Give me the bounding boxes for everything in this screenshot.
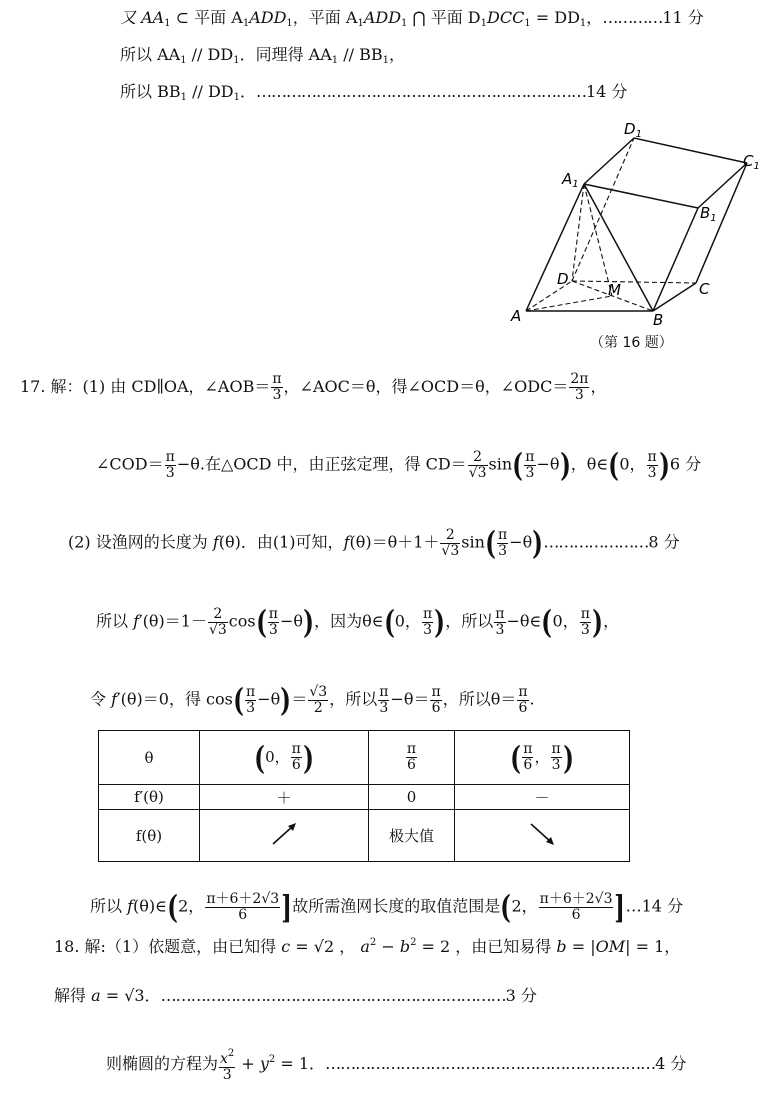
table-row xyxy=(99,731,630,785)
text: 2， xyxy=(178,896,205,916)
fraction: $\frac{\pi}{3}$ xyxy=(495,605,505,638)
text: . xyxy=(529,689,535,709)
fraction: $\frac{\pi+6+2√3}{6}$ xyxy=(539,890,613,923)
text: ＝ xyxy=(291,689,308,709)
label-D: D xyxy=(557,270,569,288)
fraction: $\frac{\pi}{3}$ xyxy=(525,448,535,481)
text: ，所以 xyxy=(445,611,494,631)
text: f xyxy=(133,611,140,631)
text: ，θ∈ xyxy=(570,454,609,474)
fraction: $\frac{\pi}{3}$ xyxy=(580,605,590,638)
table-cell: 0 xyxy=(369,785,455,810)
text: −θ＝ xyxy=(390,689,430,709)
text: −θ xyxy=(257,689,281,709)
paren: ( xyxy=(512,446,524,484)
p18-line-1 xyxy=(54,933,680,957)
label-A: A xyxy=(511,307,522,325)
p18-line-2 xyxy=(54,986,537,1006)
text: // DD xyxy=(186,45,234,64)
text: // BB xyxy=(338,45,383,64)
table-cell: θ xyxy=(99,731,200,785)
text: y xyxy=(259,1054,269,1073)
text: c xyxy=(281,937,291,956)
prism-figure xyxy=(500,118,770,333)
text: ， xyxy=(590,377,607,396)
subscript: 1 xyxy=(180,55,187,66)
text: sin xyxy=(488,454,513,474)
text: ，因为θ∈ xyxy=(314,611,384,631)
text: ′(θ)＝0，得 cos xyxy=(117,689,233,709)
subscript: 1 xyxy=(331,55,339,66)
text: = √2 ， xyxy=(290,937,361,956)
text: a xyxy=(360,937,370,956)
text: a xyxy=(91,986,101,1005)
paren: ) xyxy=(592,603,603,641)
text: 所以 xyxy=(90,896,128,916)
fraction: $\frac{2}{√3}$ xyxy=(208,605,227,638)
paren: ( xyxy=(255,603,267,641)
superscript: 2 xyxy=(369,937,377,948)
score: 8 分 xyxy=(648,532,680,552)
text: −θ∈ xyxy=(506,611,542,631)
paren: ( xyxy=(383,603,395,641)
text: (2) 设渔网的长度为 xyxy=(68,532,213,552)
edge-C-C1 xyxy=(696,163,747,283)
fraction: $\frac{2}{√3}$ xyxy=(441,526,460,559)
fraction: $\frac{\pi}{3}$ xyxy=(422,605,433,638)
label-D1: $D_1$ xyxy=(624,120,642,140)
paren: ) xyxy=(434,603,446,641)
text: −θ xyxy=(509,532,533,552)
subscript: 1 xyxy=(401,18,408,29)
label-A1: $A_1$ xyxy=(562,170,579,190)
text: ， xyxy=(388,45,405,64)
subscript: 1 xyxy=(180,92,187,103)
text: (θ)∈ xyxy=(133,896,167,916)
table-cell: ＋ xyxy=(200,785,369,810)
subscript: 1 xyxy=(480,18,487,29)
edge-D1-C1 xyxy=(634,138,747,163)
text: = √3． xyxy=(100,986,161,1005)
score: 14 分 xyxy=(585,82,628,101)
text: −θ xyxy=(536,454,560,474)
text: 所以 AA xyxy=(120,45,181,64)
text: ，平面 A xyxy=(292,8,358,27)
text: + xyxy=(236,1054,260,1073)
dots: ………………………………………………………… xyxy=(255,82,586,101)
fraction: $\frac{2\pi}{3}$ xyxy=(570,371,589,403)
table-cell xyxy=(455,810,630,862)
text: f xyxy=(127,896,134,916)
subscript: 1 xyxy=(357,18,364,29)
text: −θ.在△OCD 中，由正弦定理，得 CD＝ xyxy=(176,454,467,474)
text: 所以 xyxy=(96,611,134,631)
edge-A1-B1 xyxy=(584,184,698,208)
text: ．同理得 AA xyxy=(239,45,332,64)
edge-A1-D1 xyxy=(584,138,634,184)
subscript: 1 xyxy=(164,18,171,29)
paren: ) xyxy=(303,603,314,641)
text: 所以 BB xyxy=(120,82,181,101)
label-B: B xyxy=(653,311,664,329)
paren: ) xyxy=(559,446,571,484)
text: ， xyxy=(586,8,603,27)
text: 0， xyxy=(619,454,646,474)
p17-conclusion xyxy=(90,890,683,924)
text: f xyxy=(111,689,118,709)
table-cell: f′(θ) xyxy=(99,785,200,810)
text: b xyxy=(556,937,567,956)
figure-caption: （第 16 题） xyxy=(590,335,673,351)
text: 0， xyxy=(552,611,579,631)
text: 解得 xyxy=(54,986,92,1005)
text: ′(θ)＝1－ xyxy=(139,611,207,631)
paren: ( xyxy=(541,603,553,641)
text: 又 AA xyxy=(120,8,165,27)
subscript: 1 xyxy=(286,18,293,29)
fraction: $\frac{\pi}{3}$ xyxy=(498,526,508,559)
table-cell: f(θ) xyxy=(99,810,200,862)
text: 2， xyxy=(511,896,538,916)
text: ，所以 xyxy=(329,689,378,709)
dots: …………………………………………………………… xyxy=(160,986,506,1005)
subscript: 1 xyxy=(382,55,389,66)
table-row xyxy=(99,810,630,862)
table-cell: ( $\frac{\pi}{6}$ ， $\frac{\pi}{3}$ ) xyxy=(455,731,630,785)
fraction: $\frac{2}{√3}$ xyxy=(468,448,487,481)
text: // DD xyxy=(186,82,234,101)
edge-A-M xyxy=(526,296,612,311)
paren: ( xyxy=(485,524,496,562)
text: f xyxy=(343,532,350,552)
paren: ] xyxy=(281,888,293,926)
text: cos xyxy=(228,611,256,631)
text: ， xyxy=(603,611,620,631)
fraction: $\frac{\pi}{3}$ xyxy=(379,683,389,716)
increasing-arrow-icon xyxy=(269,820,299,848)
text: ，所以θ＝ xyxy=(442,689,517,709)
text: ADD xyxy=(249,8,287,27)
label-M: M xyxy=(608,281,621,299)
fraction: $\frac{\pi}{3}$ xyxy=(268,605,278,638)
dots: ………… xyxy=(602,8,663,27)
score: 11 分 xyxy=(662,8,704,27)
text: 故所需渔网长度的取值范围是 xyxy=(292,896,501,916)
p16-line-1 xyxy=(120,8,704,34)
text: 18. 解:（1）依题意，由已知得 xyxy=(54,937,282,956)
text: 0， xyxy=(394,611,421,631)
score: 3 分 xyxy=(505,986,537,1005)
text: 令 xyxy=(90,689,112,709)
text: ⊂ 平面 A xyxy=(170,8,243,27)
p16-line-2 xyxy=(120,45,405,71)
text: = DD xyxy=(530,8,580,27)
text: ，∠AOC＝θ，得∠OCD＝θ，∠ODC＝ xyxy=(283,377,569,396)
text: ∠COD＝ xyxy=(96,454,164,474)
table-cell: $\frac{\pi}{6}$ xyxy=(369,731,455,785)
fraction: $\frac{\pi}{3}$ xyxy=(245,683,256,716)
text: f xyxy=(212,532,219,552)
text: (θ)＝θ＋1＋ xyxy=(349,532,440,552)
text: = 2 ，由已知易得 xyxy=(416,937,557,956)
paren: ) xyxy=(280,681,292,719)
p17-line-5 xyxy=(90,683,535,717)
superscript: 2 xyxy=(410,937,417,948)
p16-line-3 xyxy=(120,82,627,108)
text: = xyxy=(566,937,591,956)
fraction: $\frac{x^2}{3}$ xyxy=(220,1048,235,1083)
edge-B1-C1 xyxy=(698,163,747,208)
text: … xyxy=(625,896,642,916)
text: 17. 解：(1) 由 CD∥OA，∠AOB＝ xyxy=(20,377,271,396)
text: ⋂ 平面 D xyxy=(407,8,481,27)
label-B1: $B_1$ xyxy=(700,204,717,224)
p17-line-3 xyxy=(68,526,680,560)
table-cell: 极大值 xyxy=(369,810,455,862)
table-cell: (0， $\frac{\pi}{6}$ ) xyxy=(200,731,369,785)
text: − xyxy=(376,937,400,956)
subscript: 1 xyxy=(524,18,531,29)
paren: ) xyxy=(532,524,544,562)
subscript: 1 xyxy=(233,92,240,103)
superscript: 2 xyxy=(268,1054,276,1065)
table-cell xyxy=(200,810,369,862)
text: (θ)．由(1)可知， xyxy=(218,532,344,552)
score: 14 分 xyxy=(641,896,684,916)
score: 4 分 xyxy=(655,1054,687,1073)
paren: ( xyxy=(500,888,512,926)
paren: ( xyxy=(167,888,178,926)
text: 则椭圆的方程为 xyxy=(106,1054,219,1073)
fraction: $\frac{\pi}{6}$ xyxy=(431,683,441,716)
label-C1: $C_1$ xyxy=(743,152,760,172)
fraction: $\frac{\pi}{6}$ xyxy=(518,683,528,716)
text: sin xyxy=(461,532,485,552)
text: DCC xyxy=(487,8,525,27)
score: 6 分 xyxy=(669,454,702,474)
text: |OM| xyxy=(590,937,631,956)
text: = 1． xyxy=(275,1054,326,1073)
table-cell: － xyxy=(455,785,630,810)
paren: ] xyxy=(614,888,626,926)
decreasing-arrow-icon xyxy=(527,820,557,848)
paren: ) xyxy=(658,446,670,484)
monotonicity-table xyxy=(98,730,630,862)
fraction: $\frac{\pi}{3}$ xyxy=(165,448,175,481)
fraction: $\frac{\pi}{3}$ xyxy=(647,448,657,481)
subscript: 1 xyxy=(242,18,250,29)
p17-line-4 xyxy=(96,605,619,639)
text: ． xyxy=(239,82,256,101)
text: −θ xyxy=(279,611,303,631)
text: = 1， xyxy=(630,937,681,956)
paren: ( xyxy=(608,446,620,484)
paren: ( xyxy=(233,681,244,719)
dots: ………………… xyxy=(543,532,649,552)
fraction: $\frac{\pi+6+2√3}{6}$ xyxy=(206,890,280,923)
p17-line-2 xyxy=(96,448,701,482)
subscript: 1 xyxy=(579,18,587,29)
p18-line-3 xyxy=(106,1046,686,1083)
fraction: $\frac{√3}{2}$ xyxy=(309,683,328,716)
dots: ………………………………………………………… xyxy=(325,1054,656,1073)
edge-D-C xyxy=(572,281,696,283)
text: b xyxy=(399,937,411,956)
fraction: $\frac{\pi}{3}$ xyxy=(272,371,282,403)
subscript: 1 xyxy=(233,55,240,66)
p17-line-1 xyxy=(20,372,606,403)
text: ADD xyxy=(363,8,402,27)
label-C: C xyxy=(699,280,710,298)
table-row xyxy=(99,785,630,810)
edge-A1-M xyxy=(584,184,612,296)
